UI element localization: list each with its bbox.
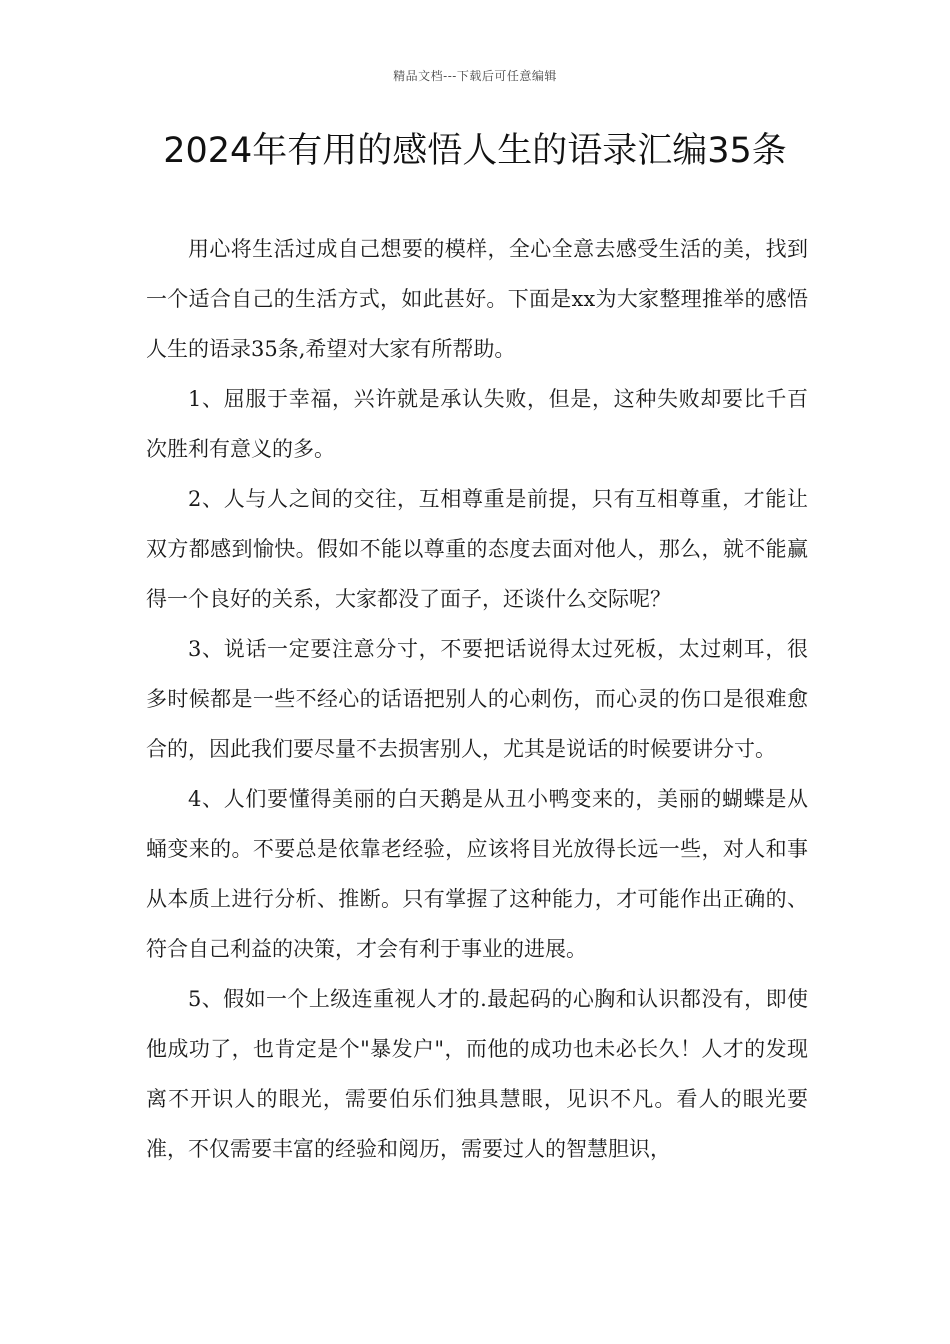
paragraph-item-1: 1、屈服于幸福，兴许就是承认失败，但是，这种失败却要比千百次胜利有意义的多。 <box>146 387 808 461</box>
intro-paragraph: 用心将生活过成自己想要的模样，全心全意去感受生活的美，找到一个适合自己的生活方式，如此甚好。下面是xx为大家整理推举的感悟人生的语录35条,希望对大家有所帮助。 <box>146 237 808 361</box>
document-body <box>146 224 808 1174</box>
paragraph-item-5: 5、假如一个上级连重视人才的.最起码的心胸和认识都没有，即使他成功了，也肯定是个"暴发户"，而他的成功也未必长久！人才的发现离不开识人的眼光，需要伯乐们独具慧眼，见识不凡。看人的眼光要准，不仅需要丰富的经验和阅历，需要过人的智慧胆识， <box>146 987 808 1161</box>
document-title: 2024年有用的感悟人生的语录汇编35条 <box>163 131 787 171</box>
header-note: 精品文档---下载后可任意编辑 <box>393 69 557 83</box>
paragraph-item-2: 2、人与人之间的交往，互相尊重是前提，只有互相尊重，才能让双方都感到愉快。假如不能以尊重的态度去面对他人，那么，就不能赢得一个良好的关系，大家都没了面子，还谈什么交际呢？ <box>146 487 808 611</box>
paragraph-item-3: 3、说话一定要注意分寸，不要把话说得太过死板，太过刺耳，很多时候都是一些不经心的话语把别人的心刺伤，而心灵的伤口是很难愈合的，因此我们要尽量不去损害别人，尤其是说话的时候要讲分寸。 <box>146 637 808 761</box>
paragraph-item-4: 4、人们要懂得美丽的白天鹅是从丑小鸭变来的，美丽的蝴蝶是从蛹变来的。不要总是依靠老经验，应该将目光放得长远一些，对人和事从本质上进行分析、推断。只有掌握了这种能力，才可能作出正确的、符合自己利益的决策，才会有利于事业的进展。 <box>146 787 808 961</box>
